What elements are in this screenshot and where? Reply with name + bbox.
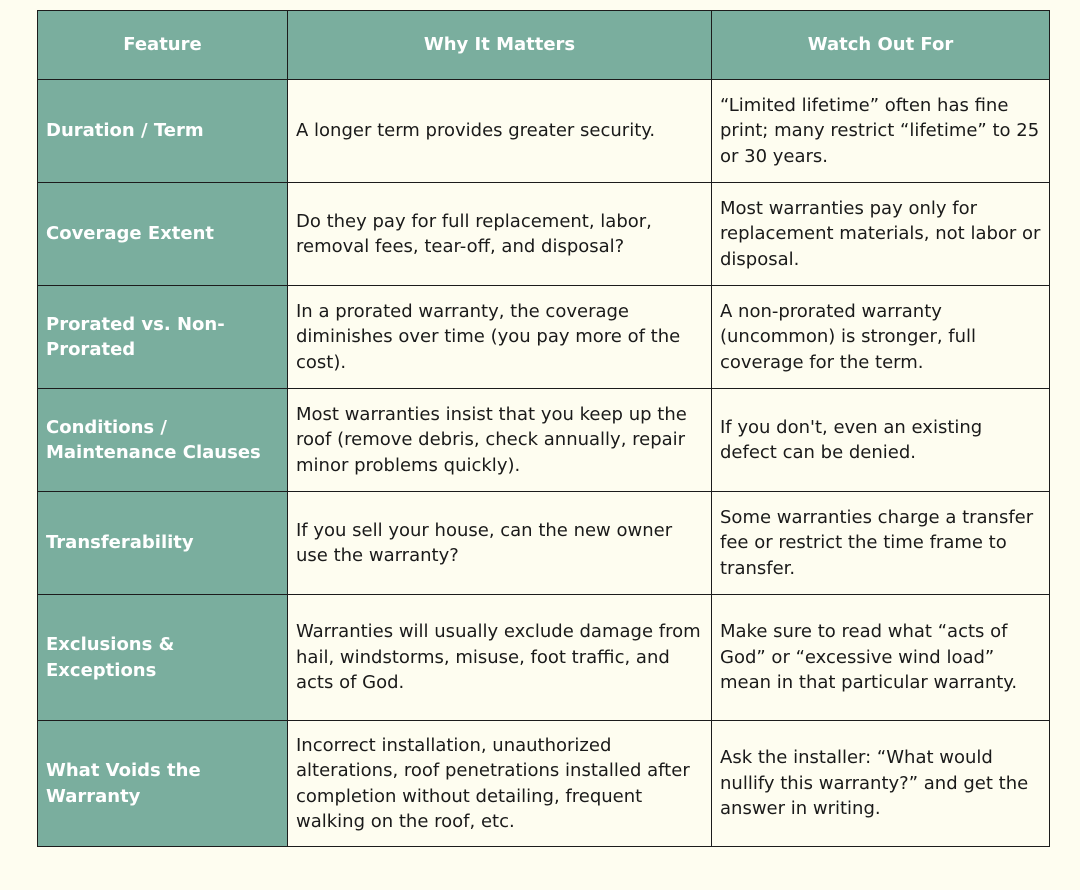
- table-row: [38, 80, 1050, 183]
- feature-cell: What Voids the Warranty: [38, 721, 288, 847]
- table-row: [38, 389, 1050, 492]
- feature-cell: Prorated vs. Non-Prorated: [38, 286, 288, 389]
- why-cell: In a prorated warranty, the coverage diminishes over time (you pay more of the cost).: [288, 286, 712, 389]
- watch-cell: If you don't, even an existing defect can be denied.: [712, 389, 1050, 492]
- feature-cell: Duration / Term: [38, 80, 288, 183]
- watch-cell: “Limited lifetime” often has fine print; many restrict “lifetime” to 25 or 30 years.: [712, 80, 1050, 183]
- feature-cell: Transferability: [38, 492, 288, 595]
- watch-cell: A non-prorated warranty (uncommon) is stronger, full coverage for the term.: [712, 286, 1050, 389]
- table-row: [38, 721, 1050, 847]
- feature-cell: Exclusions & Exceptions: [38, 595, 288, 721]
- table-row: [38, 595, 1050, 721]
- feature-cell: Coverage Extent: [38, 183, 288, 286]
- column-header-feature: Feature: [38, 11, 288, 80]
- feature-cell: Conditions / Maintenance Clauses: [38, 389, 288, 492]
- warranty-comparison-table: [37, 10, 1050, 847]
- watch-cell: Some warranties charge a transfer fee or restrict the time frame to transfer.: [712, 492, 1050, 595]
- table-row: [38, 286, 1050, 389]
- why-cell: Most warranties insist that you keep up the roof (remove debris, check annually, repair minor problems quickly).: [288, 389, 712, 492]
- column-header-watch-out-for: Watch Out For: [712, 11, 1050, 80]
- watch-cell: Most warranties pay only for replacement materials, not labor or disposal.: [712, 183, 1050, 286]
- watch-cell: Make sure to read what “acts of God” or “excessive wind load” mean in that particular warranty.: [712, 595, 1050, 721]
- why-cell: If you sell your house, can the new owner use the warranty?: [288, 492, 712, 595]
- table-row: [38, 183, 1050, 286]
- why-cell: Incorrect installation, unauthorized alterations, roof penetrations installed after completion without detailing, frequent walking on the roof, etc.: [288, 721, 712, 847]
- table-row: [38, 492, 1050, 595]
- why-cell: Do they pay for full replacement, labor, removal fees, tear-off, and disposal?: [288, 183, 712, 286]
- column-header-why-it-matters: Why It Matters: [288, 11, 712, 80]
- why-cell: A longer term provides greater security.: [288, 80, 712, 183]
- why-cell: Warranties will usually exclude damage from hail, windstorms, misuse, foot traffic, and acts of God.: [288, 595, 712, 721]
- table-header-row: [38, 11, 1050, 80]
- warranty-table-container: [37, 10, 1049, 847]
- watch-cell: Ask the installer: “What would nullify this warranty?” and get the answer in writing.: [712, 721, 1050, 847]
